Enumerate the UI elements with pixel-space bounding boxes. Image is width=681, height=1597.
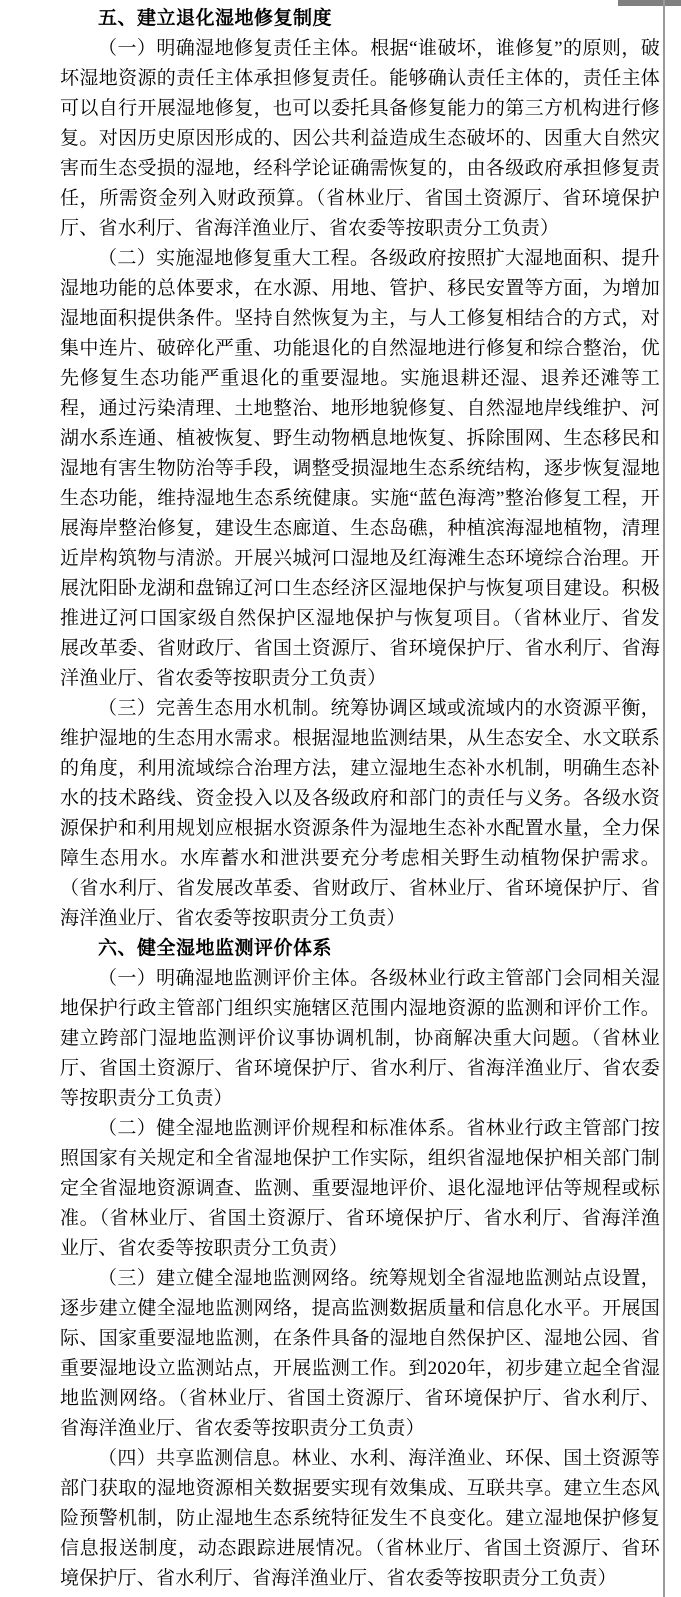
section-6-paragraph-1: （一）明确湿地监测评价主体。各级林业行政主管部门会同相关湿地保护行政主管部门组织实施辖区范围内湿地资源的监测和评价工作。建立跨部门湿地监测评价议事协调机制，协商解决重大问题。（省林业厅、省国土资源厅、省环境保护厅、省水利厅、省海洋渔业厅、省农委等按职责分工负责） — [60, 968, 660, 1109]
section-6-paragraph-2: （二）健全湿地监测评价规程和标准体系。省林业行政主管部门按照国家有关规定和全省湿地保护工作实际，组织省湿地保护相关部门制定全省湿地资源调查、监测、重要湿地评价、退化湿地评估等规程或标准。（省林业厅、省国土资源厅、省环境保护厅、省水利厅、省海洋渔业厅、省农委等按职责分工负责） — [60, 1118, 660, 1259]
page-right-border — [663, 0, 665, 1597]
section-6-paragraph-4: （四）共享监测信息。林业、水利、海洋渔业、环保、国土资源等部门获取的湿地资源相关数据要实现有效集成、互联共享。建立生态风险预警机制，防止湿地生态系统特征发生不良变化。建立湿地保护修复信息报送制度，动态跟踪进展情况。（省林业厅、省国土资源厅、省环境保护厅、省水利厅、省海洋渔业厅、省农委等按职责分工负责） — [60, 1448, 660, 1589]
section-5-paragraph-1: （一）明确湿地修复责任主体。根据“谁破坏，谁修复”的原则，破坏湿地资源的责任主体承担修复责任。能够确认责任主体的，责任主体可以自行开展湿地修复，也可以委托具备修复能力的第三方机构进行修复。对因历史原因形成的、因公共利益造成生态破坏的、因重大自然灾害而生态受损的湿地，经科学论证确需恢复的，由各级政府承担修复责任，所需资金列入财政预算。（省林业厅、省国土资源厅、省环境保护厅、省水利厅、省海洋渔业厅、省农委等按职责分工负责） — [60, 38, 660, 239]
section-5-paragraph-3: （三）完善生态用水机制。统筹协调区域或流域内的水资源平衡，维护湿地的生态用水需求。根据湿地监测结果，从生态安全、水文联系的角度，利用流域综合治理方法，建立湿地生态补水机制，明确生态补水的技术路线、资金投入以及各级政府和部门的责任与义务。各级水资源保护和利用规划应根据水资源条件为湿地生态补水配置水量，全力保障生态用水。水库蓄水和泄洪要充分考虑相关野生动植物保护需求。（省水利厅、省发展改革委、省财政厅、省林业厅、省环境保护厅、省海洋渔业厅、省农委等按职责分工负责） — [60, 698, 660, 929]
top-edge-strip — [618, 0, 681, 6]
section-5-paragraph-2: （二）实施湿地修复重大工程。各级政府按照扩大湿地面积、提升湿地功能的总体要求，在水源、用地、管护、移民安置等方面，为增加湿地面积提供条件。坚持自然恢复为主，与人工修复相结合的方式，对集中连片、破碎化严重、功能退化的自然湿地进行修复和综合整治，优先修复生态功能严重退化的重要湿地。实施退耕还湿、退养还滩等工程，通过污染清理、土地整治、地形地貌修复、自然湿地岸线维护、河湖水系连通、植被恢复、野生动物栖息地恢复、拆除围网、生态移民和湿地有害生物防治等手段，调整受损湿地生态系统结构，逐步恢复湿地生态功能，维持湿地生态系统健康。实施“蓝色海湾”整治修复工程，开展海岸整治修复，建设生态廊道、生态岛礁，种植滨海湿地植物，清理近岸构筑物与清淤。开展兴城河口湿地及红海滩生态环境综合治理。开展沈阳卧龙湖和盘锦辽河口生态经济区湿地保护与恢复项目建设。积极推进辽河口国家级自然保护区湿地保护与恢复项目。（省林业厅、省发展改革委、省财政厅、省国土资源厅、省环境保护厅、省水利厅、省海洋渔业厅、省农委等按职责分工负责） — [60, 248, 660, 689]
section-6-heading: 六、健全湿地监测评价体系 — [98, 938, 333, 959]
document-content — [60, 4, 660, 1594]
section-6-paragraph-3: （三）建立健全湿地监测网络。统筹规划全省湿地监测站点设置，逐步建立健全湿地监测网络，提高监测数据质量和信息化水平。开展国际、国家重要湿地监测，在条件具备的湿地自然保护区、湿地公园、省重要湿地设立监测站点，开展监测工作。到2020年，初步建立起全省湿地监测网络。（省林业厅、省国土资源厅、省环境保护厅、省水利厅、省海洋渔业厅、省农委等按职责分工负责） — [60, 1268, 660, 1439]
section-5-heading: 五、建立退化湿地修复制度 — [98, 8, 333, 29]
